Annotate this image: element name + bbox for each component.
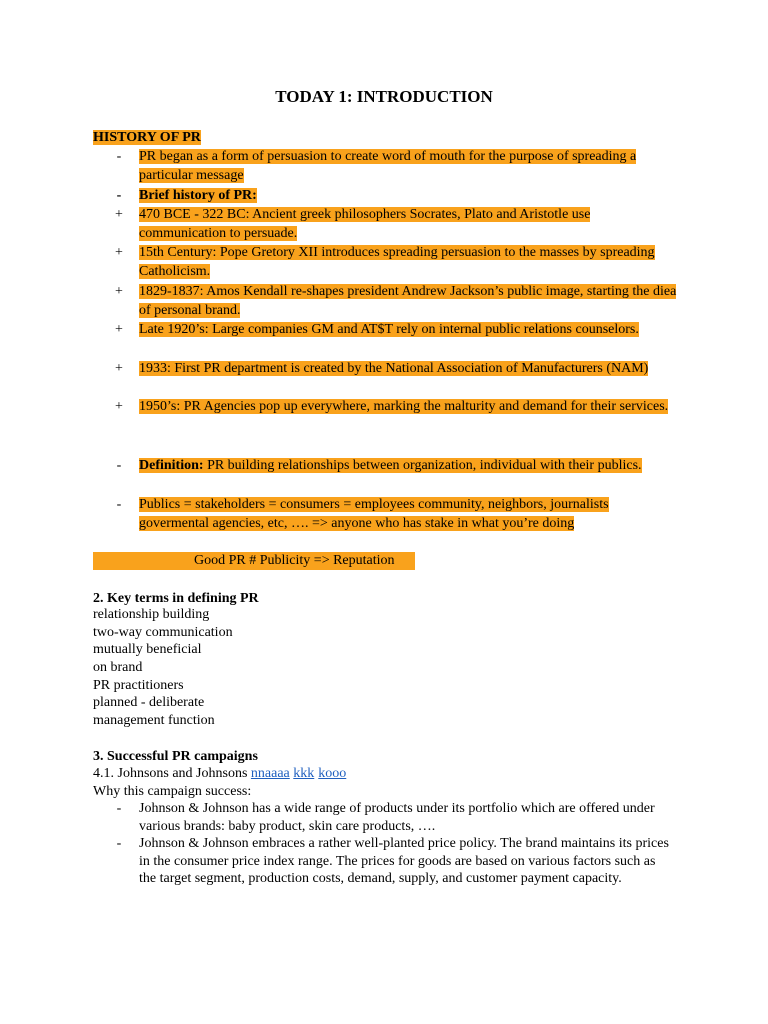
why-label: Why this campaign success:: [93, 784, 252, 799]
campaign-link[interactable]: kkk: [293, 766, 315, 781]
list-bullet: +: [115, 399, 123, 414]
list-item: Johnson & Johnson embraces a rather well-planted price policy. The brand maintains its prices in the consumer price index range. The prices for goods are based on various factors such as the target segment, production costs, demand, supply, and customer payment capacity.: [139, 836, 669, 887]
list-bullet: +: [115, 284, 123, 299]
list-item: 1933: First PR department is created by the National Association of Manufacturers (NAM): [139, 361, 649, 376]
campaign-subheading: 4.1. Johnsons and Johnsons nnaaaa kkk kooo: [93, 766, 347, 781]
list-item: planned - deliberate: [93, 695, 205, 710]
list-bullet: -: [116, 836, 122, 851]
list-bullet: -: [116, 458, 122, 473]
campaigns-heading: 3. Successful PR campaigns: [93, 749, 258, 764]
list-item: PR practitioners: [93, 678, 184, 693]
list-bullet: -: [116, 149, 122, 164]
list-item: 1829-1837: Amos Kendall re-shapes president Andrew Jackson’s public image, starting the diea of personal brand.: [139, 284, 677, 318]
definition-item: Definition: PR building relationships between organization, individual with their publics.: [139, 458, 642, 473]
campaign-link[interactable]: kooo: [318, 766, 347, 781]
list-item: on brand: [93, 660, 143, 675]
list-bullet: -: [116, 188, 122, 203]
list-bullet: -: [116, 801, 122, 816]
key-terms-heading: 2. Key terms in defining PR: [93, 591, 259, 606]
list-item: Brief history of PR:: [139, 188, 257, 203]
list-item: 470 BCE - 322 BC: Ancient greek philosophers Socrates, Plato and Aristotle use communication to persuade.: [139, 207, 591, 241]
list-bullet: +: [115, 207, 123, 222]
list-item: PR began as a form of persuasion to create word of mouth for the purpose of spreading a particular message: [139, 149, 637, 183]
list-item: 1950’s: PR Agencies pop up everywhere, marking the malturity and demand for their services.: [139, 399, 669, 414]
list-item: relationship building: [93, 607, 210, 622]
history-heading: HISTORY OF PR: [93, 130, 201, 145]
page-title: TODAY 1: INTRODUCTION: [275, 87, 493, 106]
list-item: Johnson & Johnson has a wide range of products under its portfolio which are offered under various brands: baby product, skin care products, ….: [139, 801, 655, 834]
list-item: mutually beneficial: [93, 642, 202, 657]
banner-text: Good PR # Publicity => Reputation: [194, 553, 395, 568]
list-bullet: +: [115, 361, 123, 376]
list-bullet: +: [115, 322, 123, 337]
list-bullet: -: [116, 497, 122, 512]
highlight-banner: [93, 552, 415, 570]
publics-item: Publics = stakeholders = consumers = employees community, neighbors, journalists govermental agencies, etc, …. => anyone who has stake in what you’re doing: [139, 497, 609, 531]
list-bullet: +: [115, 245, 123, 260]
campaign-link[interactable]: nnaaaa: [250, 766, 290, 781]
list-item: management function: [93, 713, 215, 728]
list-item: Late 1920’s: Large companies GM and AT$T rely on internal public relations counselors.: [139, 322, 639, 337]
list-item: two-way communication: [93, 625, 233, 640]
list-item: 15th Century: Pope Gretory XII introduces spreading persuasion to the masses by spreading Catholicism.: [139, 245, 655, 279]
